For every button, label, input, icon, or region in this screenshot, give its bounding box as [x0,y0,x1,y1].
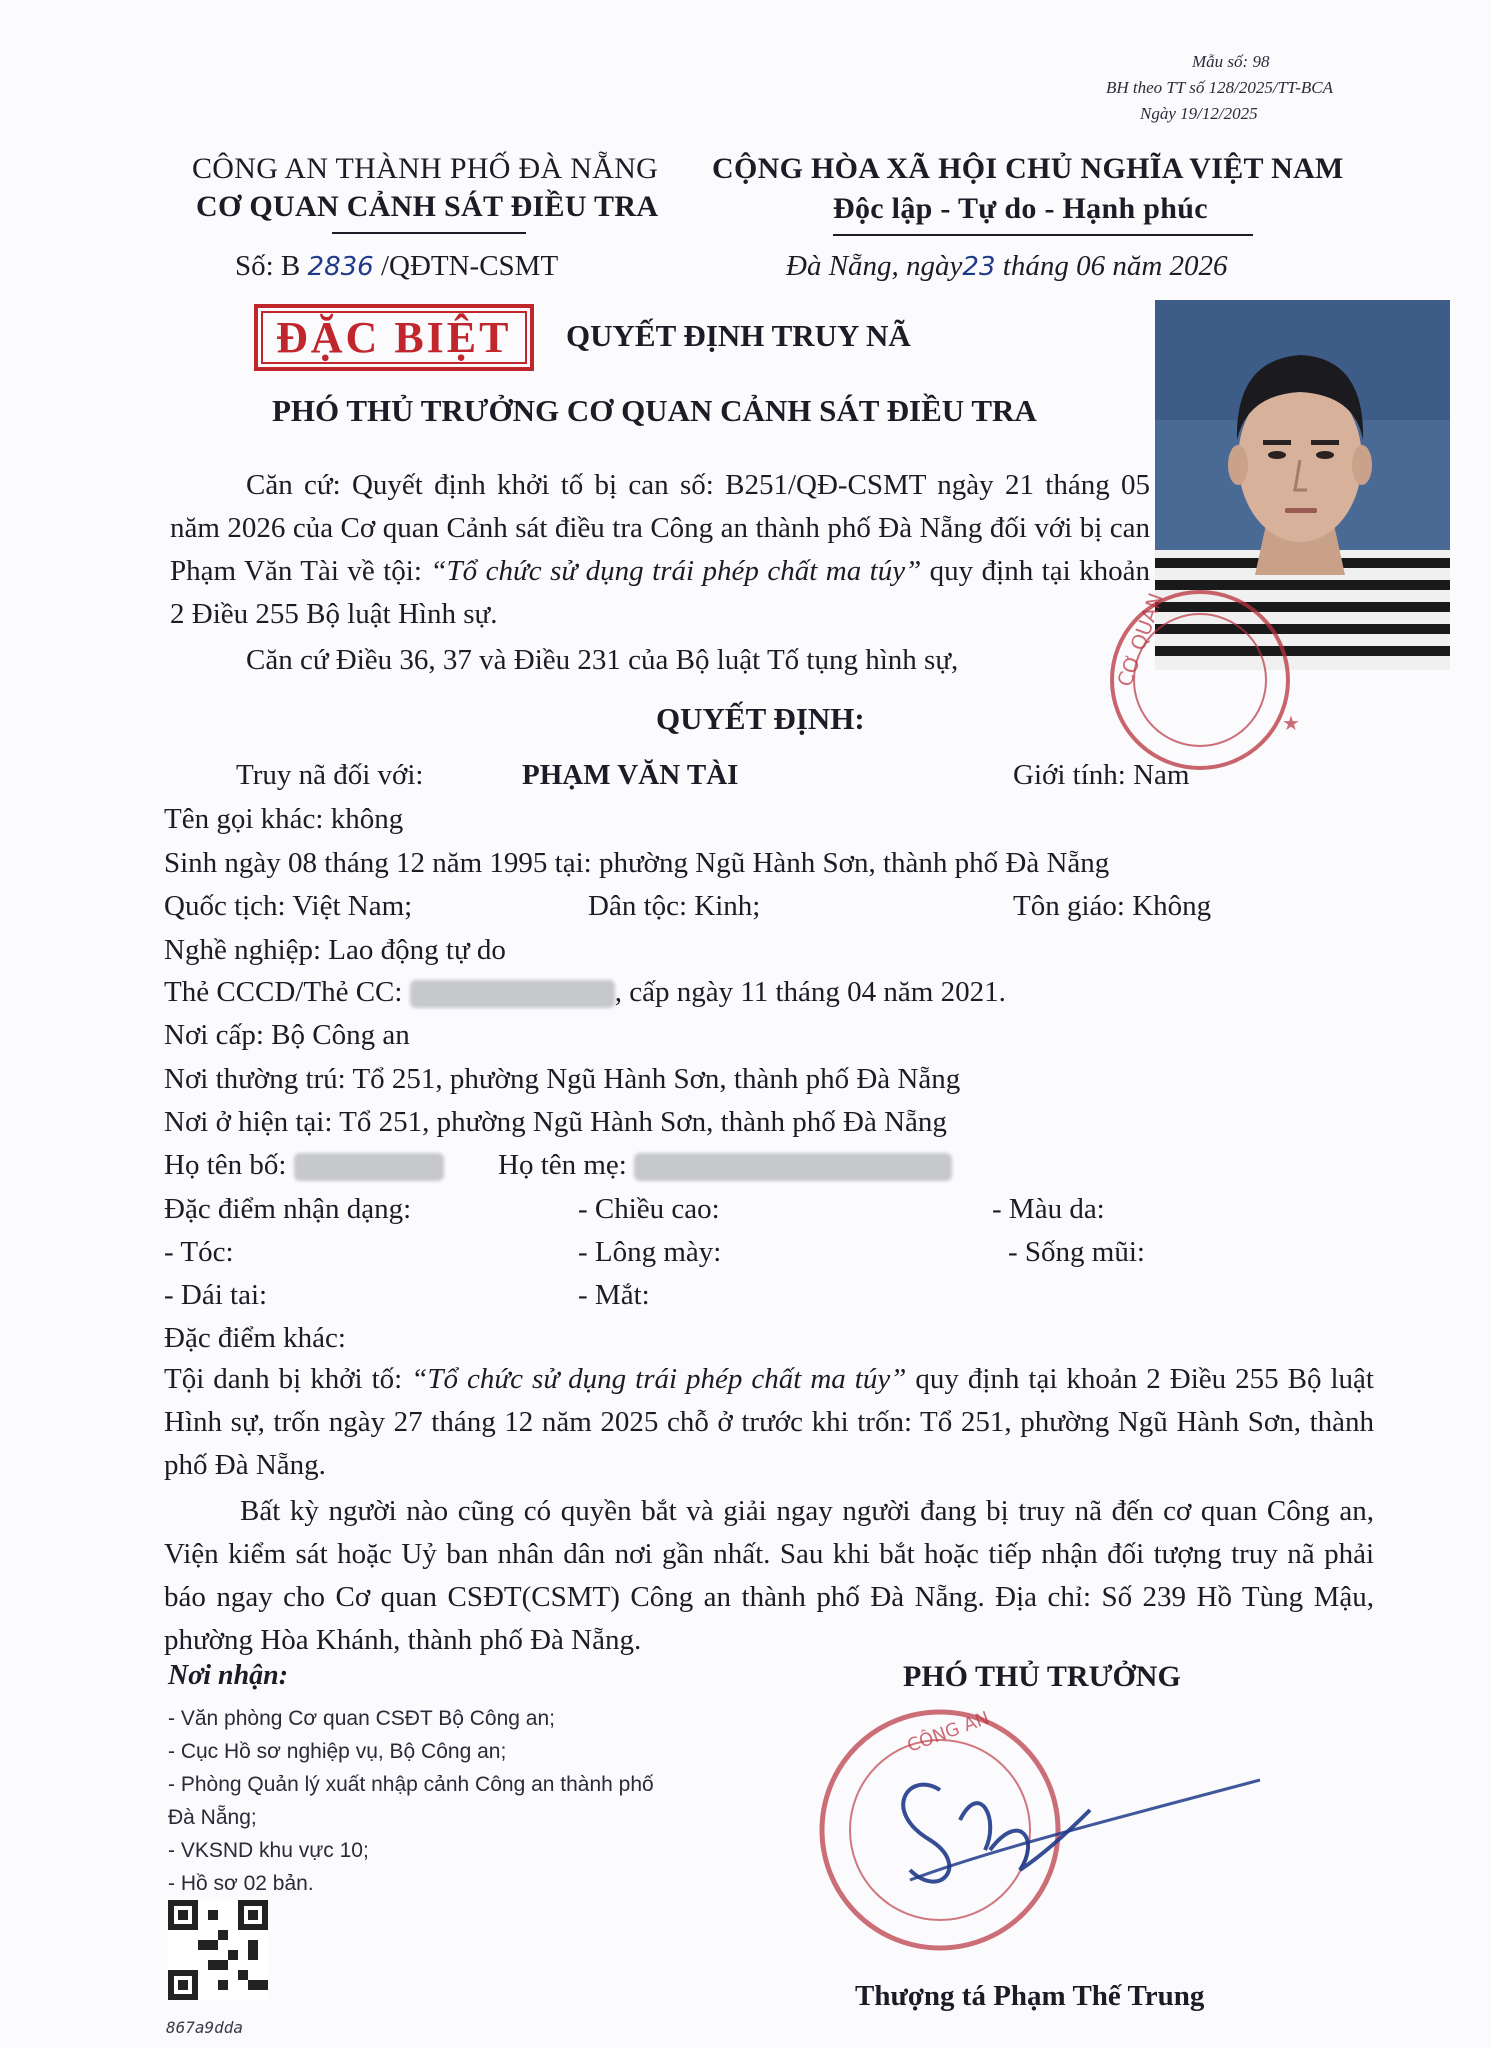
special-stamp: ĐẶC BIỆT [254,304,534,371]
document-code: 867a9dda [166,2018,244,2037]
permanent-address: Nơi thường trú: Tổ 251, phường Ngũ Hành Sơn, thành phố Đà Nẵng [164,1063,961,1095]
recipient-item: - Phòng Quản lý xuất nhập cảnh Công an thành phố [168,1773,654,1796]
signer-title: PHÓ THỦ TRƯỞNG [903,1660,1181,1693]
hair: - Tóc: [164,1236,234,1268]
signature-and-seal [790,1700,1310,1970]
recipient-item: - Văn phòng Cơ quan CSĐT Bộ Công an; [168,1707,555,1730]
father-name: Họ tên bố: [164,1149,444,1182]
svg-text:CƠ QUAN: CƠ QUAN [1112,589,1169,690]
recipient-item: Đà Nẵng; [168,1806,257,1829]
svg-text:★: ★ [1282,711,1300,735]
ethnicity: Dân tộc: Kinh; [588,890,761,922]
recipient-item: - Hồ sơ 02 bản. [168,1872,314,1895]
signer-name: Thượng tá Phạm Thế Trung [855,1980,1205,2012]
ears: - Dái tai: [164,1279,268,1311]
eyes: - Mắt: [578,1279,650,1311]
form-ref-line3: Ngày 19/12/2025 [1140,104,1258,123]
recipient-item: - Cục Hồ sơ nghiệp vụ, Bộ Công an; [168,1740,507,1763]
skin-color: - Màu da: [992,1193,1105,1225]
agency-underline [332,232,526,234]
other-features: Đặc điểm khác: [164,1322,346,1354]
nationality: Quốc tịch: Việt Nam; [164,890,413,922]
document-number: Số: B 2836 /QĐTN-CSMT [235,250,559,282]
agency-line1: CÔNG AN THÀNH PHỐ ĐÀ NẴNG [192,152,659,185]
redacted-mother-name [634,1153,952,1181]
svg-text:CÔNG AN: CÔNG AN [904,1707,993,1757]
height: - Chiều cao: [578,1193,720,1225]
issue-date: Đà Nẵng, ngày23 tháng 06 năm 2026 [786,250,1228,282]
recipient-item: - VKSND khu vực 10; [168,1839,369,1862]
qr-code [168,1900,268,2000]
agency-line2: CƠ QUAN CẢNH SÁT ĐIỀU TRA [196,190,659,223]
document-title: QUYẾT ĐỊNH TRUY NÃ [566,318,911,353]
eyebrows: - Lông mày: [578,1236,722,1268]
issuer-title: PHÓ THỦ TRƯỞNG CƠ QUAN CẢNH SÁT ĐIỀU TRA [272,393,1037,428]
id-card: Thẻ CCCD/Thẻ CC: , cấp ngày 11 tháng 04 năm 2021. [164,976,1006,1008]
recipients-list [168,1702,654,1900]
issued-by: Nơi cấp: Bộ Công an [164,1019,410,1051]
religion: Tôn giáo: Không [1013,890,1212,922]
nation-line1: CỘNG HÒA XÃ HỘI CHỦ NGHĨA VIỆT NAM [712,152,1344,185]
basis-paragraph-1: Căn cứ: Quyết định khởi tố bị can số: B251/QĐ-CSMT ngày 21 tháng 05 năm 2026 của Cơ quan Cảnh sát điều tra Công an thành phố Đà Nẵng đối với bị can Phạm Văn Tài về tội: “Tổ chức sử dụng trái phép chất ma túy” quy định tại khoản 2 Điều 255 Bộ luật Hình sự. [170,469,1151,630]
basis-paragraph-2: Căn cứ Điều 36, 37 và Điều 231 của Bộ luật Tố tụng hình sự, [246,644,959,676]
mother-name: Họ tên mẹ: [498,1149,952,1182]
motto-underline [833,234,1253,236]
gender: Giới tính: Nam [1013,759,1190,791]
recipients-heading: Nơi nhận: [168,1660,289,1691]
form-ref-line1: Mẫu số: 98 [1192,52,1270,71]
birth: Sinh ngày 08 tháng 12 năm 1995 tại: phường Ngũ Hành Sơn, thành phố Đà Nẵng [164,847,1110,879]
redacted-id-number [410,980,615,1008]
wanted-label: Truy nã đối với: [236,759,424,791]
instruction-paragraph: Bất kỳ người nào cũng có quyền bắt và giải ngay người đang bị truy nã đến cơ quan Công an, Viện kiểm sát hoặc Uỷ ban nhân dân nơi gần nhất. Sau khi bắt hoặc tiếp nhận đối tượng truy nã phải báo ngay cho Cơ quan CSĐT(CSMT) Công an thành phố Đà Nẵng. Địa chỉ: Số 239 Hồ Tùng Mậu, phường Hòa Khánh, thành phố Đà Nẵng. [164,1495,1374,1656]
current-address: Nơi ở hiện tại: Tổ 251, phường Ngũ Hành Sơn, thành phố Đà Nẵng [164,1106,947,1138]
nation-motto: Độc lập - Tự do - Hạnh phúc [833,192,1208,225]
wanted-name: PHẠM VĂN TÀI [522,759,739,791]
form-ref-line2: BH theo TT số 128/2025/TT-BCA [1106,78,1334,97]
identifying-features: Đặc điểm nhận dạng: [164,1193,412,1225]
nose: - Sống mũi: [1008,1236,1145,1268]
alias: Tên gọi khác: không [164,803,404,835]
handwritten-number: 2836 [307,252,374,282]
decision-heading: QUYẾT ĐỊNH: [656,701,865,736]
occupation: Nghề nghiệp: Lao động tự do [164,934,506,966]
redacted-father-name [294,1153,444,1181]
charge-paragraph: Tội danh bị khởi tố: “Tổ chức sử dụng trái phép chất ma túy” quy định tại khoản 2 Điều 255 Bộ luật Hình sự, trốn ngày 27 tháng 12 năm 2025 chỗ ở trước khi trốn: Tổ 251, phường Ngũ Hành Sơn, thành phố Đà Nẵng. [164,1363,1374,1481]
